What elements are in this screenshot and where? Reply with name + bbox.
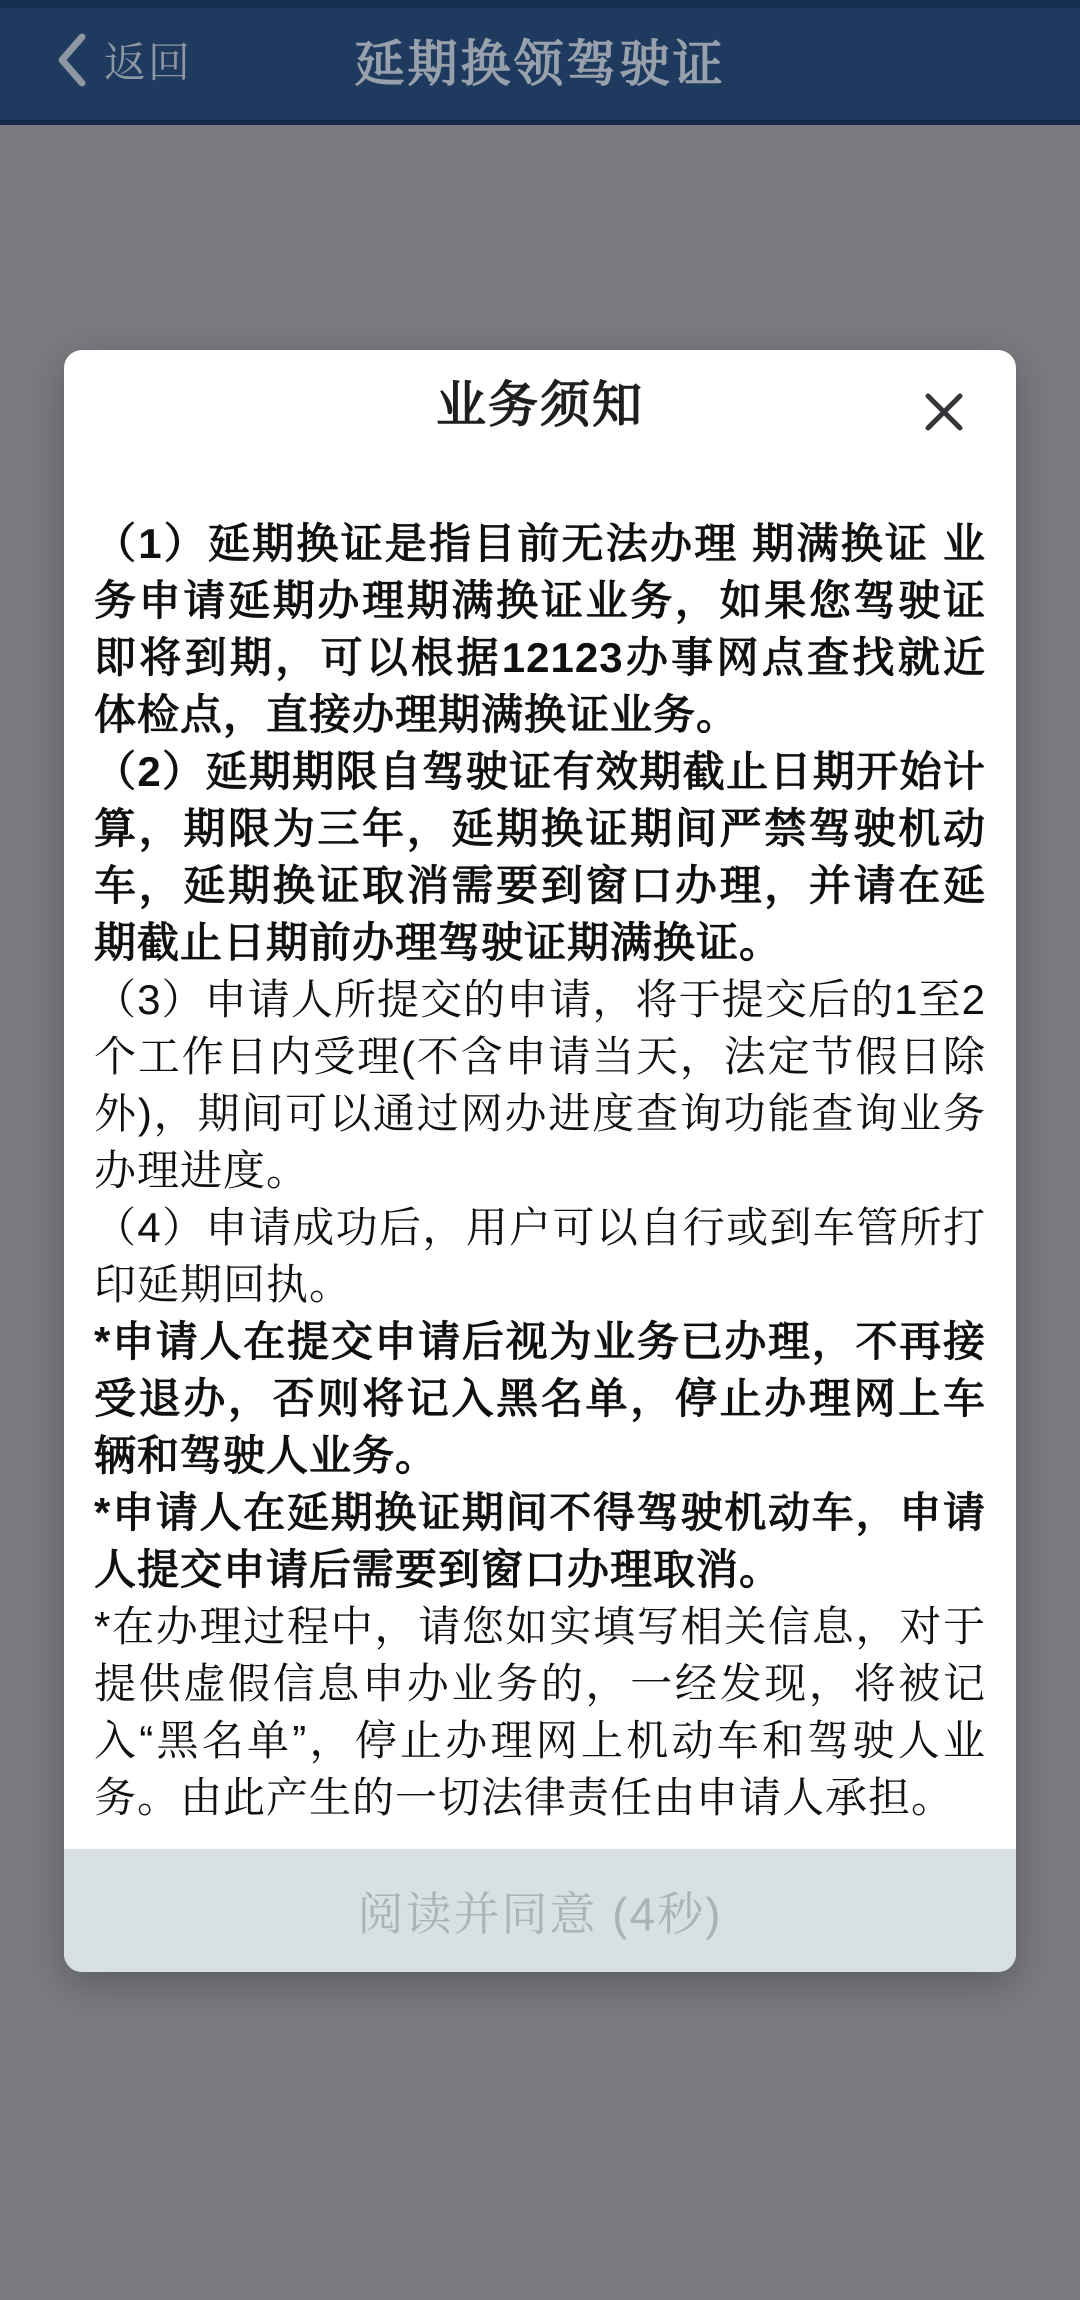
notice-paragraph: （3）申请人所提交的申请，将于提交后的1至2个工作日内受理(不含申请当天，法定节假日除外)，期间可以通过网办进度查询功能查询业务办理进度。 xyxy=(94,976,986,1194)
notice-paragraph: *在办理过程中，请您如实填写相关信息，对于提供虚假信息申办业务的，一经发现，将被记入“黑名单”，停止办理网上机动车和驾驶人业务。由此产生的一切法律责任由申请人承担。 xyxy=(94,1603,986,1821)
notice-paragraph: （1）延期换证是指目前无法办理 期满换证 业务申请延期办理期满换证业务，如果您驾驶证即将到期，可以根据12123办事网点查找就近体检点，直接办理期满换证业务。 xyxy=(94,520,986,738)
notice-paragraph: （2）延期期限自驾驶证有效期截止日期开始计算，期限为三年，延期换证期间严禁驾驶机动车，延期换证取消需要到窗口办理，并请在延期截止日期前办理驾驶证期满换证。 xyxy=(94,748,986,966)
modal-title: 业务须知 xyxy=(436,377,644,433)
page-title: 延期换领驾驶证 xyxy=(354,36,726,92)
notice-text xyxy=(94,515,986,1845)
close-button[interactable] xyxy=(918,386,970,438)
nav-bar xyxy=(0,0,1080,125)
notice-paragraph: *申请人在延期换证期间不得驾驶机动车，申请人提交申请后需要到窗口办理取消。 xyxy=(94,1489,986,1593)
business-notice-modal xyxy=(64,350,1016,1972)
back-button-label: 返回 xyxy=(104,39,193,86)
notice-paragraph: *申请人在提交申请后视为业务已办理，不再接受退办，否则将记入黑名单，停止办理网上车辆和驾驶人业务。 xyxy=(94,1318,986,1479)
notice-paragraph: （4）申请成功后，用户可以自行或到车管所打印延期回执。 xyxy=(94,1204,986,1308)
close-icon xyxy=(925,393,963,431)
agree-button[interactable]: 阅读并同意 (4秒) xyxy=(64,1849,1016,1972)
